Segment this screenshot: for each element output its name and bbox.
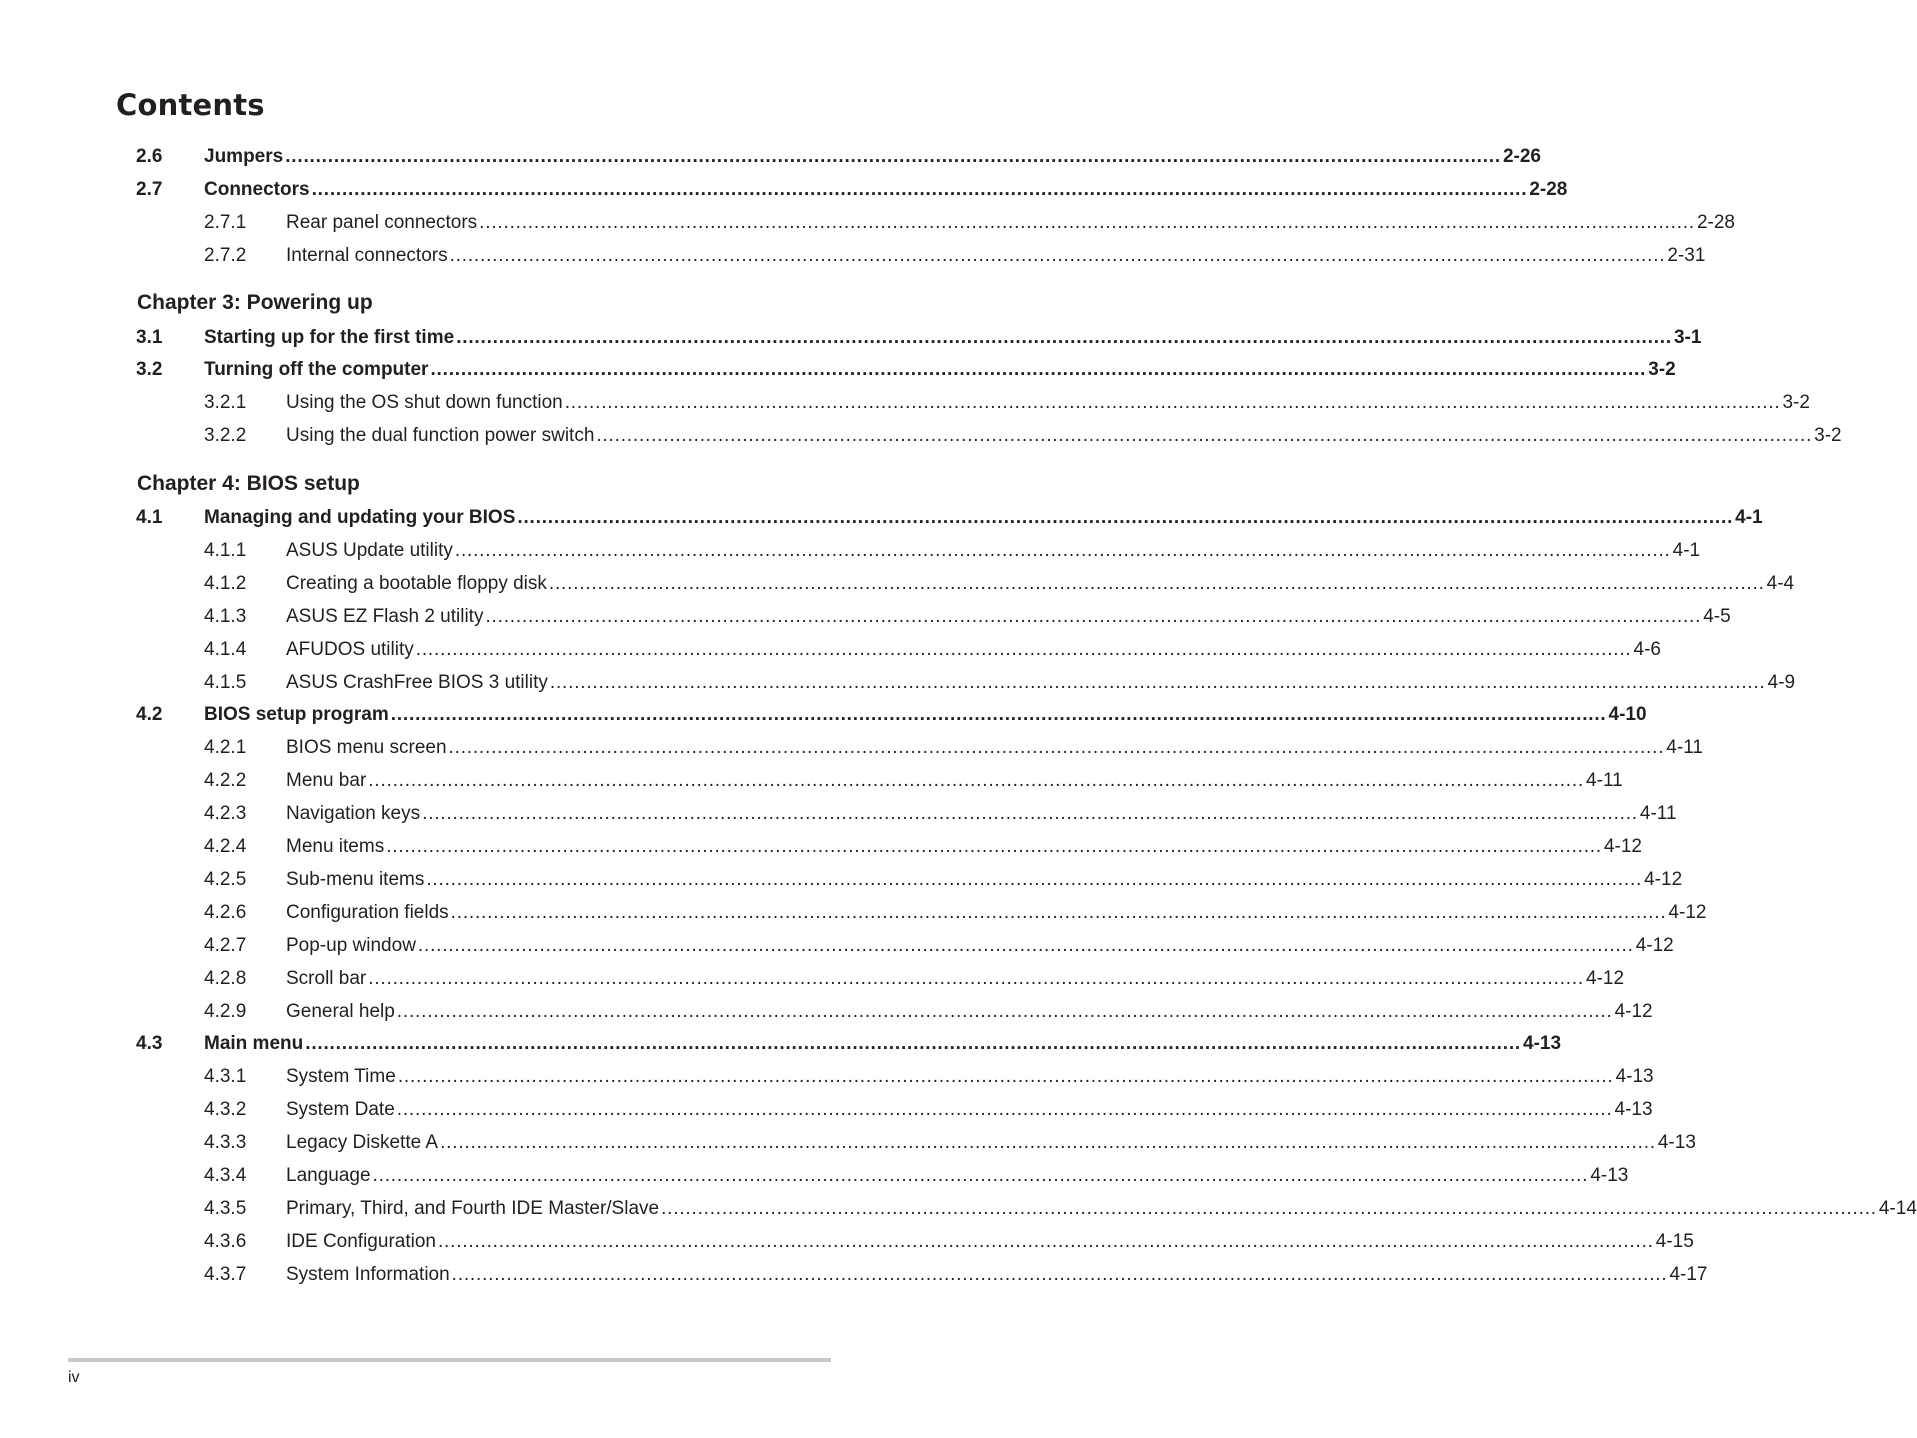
toc-subsection-entry[interactable] [0,898,1707,928]
toc-entry-title: Pop-up window [286,934,416,956]
toc-entry-page: 4-12 [1614,1000,1653,1022]
toc-entry-page: 4-1 [1672,539,1701,561]
toc-entry-line [286,799,1677,829]
toc-entry-page: 4-13 [1614,1099,1653,1121]
toc-entry-number: 3.2.2 [204,425,247,447]
toc-entry-page: 4-13 [1590,1165,1629,1186]
dot-leader: ........................................................................................................................................................................................................ [390,704,1607,726]
toc-entry-title: ASUS EZ Flash 2 utility [286,605,484,627]
toc-entry-line [286,832,1642,862]
toc-entry-page: 4-12 [1635,934,1674,956]
toc-entry-title: BIOS setup program [204,704,389,726]
toc-entry-number: 4.2 [136,704,163,726]
toc-entry-page: 3-1 [1673,326,1702,348]
toc-entry-line [286,208,1735,238]
toc-entry-page: 4-14 [1878,1197,1917,1219]
toc-entry-title: Connectors [204,178,310,200]
toc-subsection-entry[interactable] [0,569,1795,599]
toc-entry-title: IDE Configuration [286,1230,436,1252]
toc-entry-title: Configuration fields [286,901,449,923]
toc-entry-title: System Information [286,1263,450,1285]
toc-entry-title: System Date [286,1099,395,1121]
toc-entry-title: Navigation keys [286,803,421,825]
toc-entry-title: BIOS menu screen [286,737,447,759]
toc-entry-title: Creating a bootable floppy disk [286,572,547,594]
toc-entry-title: Using the OS shut down function [286,392,563,414]
toc-entry-page: 4-13 [1657,1132,1696,1154]
dot-leader: ........................................................................................................................................................................................................ [415,638,1632,660]
toc-entry-number: 4.2.5 [204,868,247,890]
toc-entry-number: 4.3 [136,1033,163,1055]
toc-entry-number: 4.2.2 [204,770,247,792]
toc-entry-line [286,1227,1694,1257]
toc-entry-number: 4.1.1 [204,539,247,561]
toc-entry-number: 4.3.3 [204,1132,247,1154]
toc-entry-number: 4.2.6 [204,901,247,923]
toc-entry-line [286,898,1707,928]
dot-leader: ........................................................................................................................................................................................................ [661,1197,1877,1219]
toc-subsection-entry[interactable] [0,635,1661,665]
toc-entry-number: 4.1.3 [204,605,247,627]
toc-entry-page: 4-13 [1523,1033,1562,1055]
toc-entry-line [286,766,1623,796]
toc-section-entry[interactable] [0,355,1676,385]
toc-entry-line [204,142,1541,172]
chapter-heading: Chapter 4: BIOS setup [137,471,360,495]
dot-leader: ........................................................................................................................................................................................................ [396,1099,1613,1121]
toc-entry-title: Jumpers [204,146,284,167]
toc-subsection-entry[interactable] [0,766,1623,796]
toc-entry-number: 2.7.1 [204,211,247,233]
toc-entry-line [286,569,1795,599]
toc-entry-page: 4-4 [1766,572,1795,594]
toc-entry-page: 3-2 [1782,392,1810,414]
toc-entry-number: 2.6 [136,146,163,167]
toc-entry-title: Menu bar [286,770,367,792]
toc-entry-number: 4.3.2 [204,1099,247,1121]
toc-entry-title: Rear panel connectors [286,211,478,233]
dot-leader: ........................................................................................................................................................................................................ [422,803,1638,825]
toc-subsection-entry[interactable] [0,421,1842,451]
dot-leader: ........................................................................................................................................................................................................ [449,244,1666,266]
dot-leader: ........................................................................................................................................................................................................ [564,392,1781,414]
toc-entry-line [286,388,1810,418]
toc-entry-title: Legacy Diskette A [286,1132,439,1154]
toc-subsection-entry[interactable] [0,388,1810,418]
toc-entry-page: 4-13 [1615,1066,1654,1088]
toc-entry-number: 2.7.2 [204,244,247,266]
toc-subsection-entry[interactable] [0,832,1642,862]
toc-entry-title: Primary, Third, and Fourth IDE Master/Slave [286,1197,660,1219]
toc-entry-number: 4.3.4 [204,1165,247,1186]
dot-leader: ........................................................................................................................................................................................................ [386,836,1602,857]
toc-entry-page: 3-2 [1648,359,1676,381]
toc-entry-line [286,241,1706,271]
toc-entry-title: Starting up for the first time [204,326,455,348]
toc-entry-page: 4-17 [1669,1263,1708,1285]
toc-subsection-entry[interactable] [0,1062,1654,1092]
toc-entry-title: Turning off the computer [204,359,429,381]
toc-subsection-entry[interactable] [0,602,1731,632]
toc-entry-title: AFUDOS utility [286,638,414,660]
page-title: Contents [116,88,265,122]
toc-entry-line [286,536,1701,566]
toc-entry-page: 4-15 [1655,1230,1694,1252]
dot-leader: ........................................................................................................................................................................................................ [517,507,1734,528]
dot-leader: ........................................................................................................................................................................................................ [448,737,1665,759]
toc-entry-page: 2-28 [1696,211,1735,233]
toc-entry-number: 4.1.5 [204,671,247,693]
toc-subsection-entry[interactable] [0,1227,1694,1257]
dot-leader: ........................................................................................................................................................................................................ [596,425,1813,447]
toc-entry-number: 3.2.1 [204,392,247,414]
page-number: iv [68,1369,80,1386]
toc-entry-title: Main menu [204,1033,304,1055]
toc-entry-line [286,635,1661,665]
toc-entry-line [286,997,1653,1027]
toc-entry-title: Internal connectors [286,244,448,266]
toc-subsection-entry[interactable] [0,1194,1917,1224]
toc-entry-line [204,1029,1562,1059]
toc-entry-title: Using the dual function power switch [286,425,595,447]
toc-entry-number: 2.7 [136,178,163,200]
toc-entry-title: ASUS Update utility [286,539,453,561]
toc-entry-line [286,1161,1629,1191]
dot-leader: ........................................................................................................................................................................................................ [305,1033,1521,1055]
toc-entry-line [286,602,1731,632]
toc-entry-title: ASUS CrashFree BIOS 3 utility [286,671,548,693]
toc-entry-title: Menu items [286,836,385,857]
toc-entry-line [286,931,1674,961]
toc-entry-page: 3-2 [1814,425,1842,447]
dot-leader: ........................................................................................................................................................................................................ [417,934,1634,956]
chapter-heading: Chapter 3: Powering up [137,291,373,315]
toc-entry-title: Sub-menu items [286,868,425,890]
toc-entry-number: 4.2.8 [204,967,247,989]
dot-leader: ........................................................................................................................................................................................................ [285,146,1501,167]
toc-section-entry[interactable] [0,323,1702,353]
toc-entry-title: Language [286,1165,371,1186]
dot-leader: ........................................................................................................................................................................................................ [430,359,1647,381]
toc-entry-title: Scroll bar [286,967,367,989]
toc-subsection-entry[interactable] [0,1128,1696,1158]
toc-entry-page: 2-26 [1502,146,1541,167]
toc-entry-page: 4-12 [1644,868,1683,890]
toc-entry-page: 4-12 [1586,967,1625,989]
toc-section-entry[interactable] [0,503,1763,533]
toc-entry-line [204,355,1676,385]
toc-entry-number: 4.2.3 [204,803,247,825]
toc-subsection-entry[interactable] [0,964,1625,994]
toc-entry-title: General help [286,1000,395,1022]
dot-leader: ........................................................................................................................................................................................................ [485,605,1702,627]
toc-entry-page: 4-6 [1633,638,1661,660]
toc-subsection-entry[interactable] [0,1260,1708,1290]
toc-entry-number: 4.3.6 [204,1230,247,1252]
toc-entry-number: 4.2.4 [204,836,247,857]
toc-entry-line [286,1128,1696,1158]
toc-section-entry[interactable] [0,700,1647,730]
toc-entry-number: 3.1 [136,326,163,348]
toc-entry-page: 4-12 [1603,836,1642,857]
toc-entry-number: 4.1.2 [204,572,247,594]
toc-entry-page: 4-11 [1639,803,1677,825]
toc-section-entry[interactable] [0,175,1568,205]
toc-entry-page: 4-5 [1703,605,1731,627]
toc-subsection-entry[interactable] [0,1095,1653,1125]
toc-entry-number: 4.1 [136,507,163,528]
dot-leader: ........................................................................................................................................................................................................ [396,1000,1613,1022]
toc-section-entry[interactable] [0,142,1541,172]
toc-entry-line [286,964,1625,994]
toc-entry-title: System Time [286,1066,396,1088]
toc-subsection-entry[interactable] [0,1161,1629,1191]
toc-entry-title: Managing and updating your BIOS [204,507,516,528]
toc-entry-line [286,668,1796,698]
toc-entry-line [204,323,1702,353]
toc-entry-number: 4.2.9 [204,1000,247,1022]
toc-subsection-entry[interactable] [0,241,1706,271]
footer-rule [68,1358,831,1362]
toc-entry-number: 4.2.1 [204,737,247,759]
toc-entry-line [286,1194,1917,1224]
dot-leader: ........................................................................................................................................................................................................ [311,178,1528,200]
toc-subsection-entry[interactable] [0,997,1653,1027]
toc-subsection-entry[interactable] [0,865,1683,895]
toc-entry-number: 4.2.7 [204,934,247,956]
dot-leader: ........................................................................................................................................................................................................ [368,967,1585,989]
toc-entry-line [204,503,1763,533]
dot-leader: ........................................................................................................................................................................................................ [368,770,1585,792]
toc-entry-page: 4-11 [1586,770,1623,792]
dot-leader: ........................................................................................................................................................................................................ [479,211,1695,233]
toc-subsection-entry[interactable] [0,208,1735,238]
toc-subsection-entry[interactable] [0,668,1796,698]
toc-entry-number: 3.2 [136,359,163,381]
toc-entry-page: 4-12 [1668,901,1707,923]
toc-entry-line [286,1260,1708,1290]
dot-leader: ........................................................................................................................................................................................................ [426,868,1643,890]
toc-entry-page: 2-31 [1667,244,1706,266]
dot-leader: ........................................................................................................................................................................................................ [450,901,1667,923]
dot-leader: ........................................................................................................................................................................................................ [437,1230,1654,1252]
toc-entry-line [286,865,1683,895]
toc-entry-page: 4-11 [1666,737,1703,759]
toc-subsection-entry[interactable] [0,931,1674,961]
toc-entry-line [286,421,1842,451]
toc-entry-page: 4-1 [1735,507,1763,528]
dot-leader: ........................................................................................................................................................................................................ [372,1165,1589,1186]
toc-entry-number: 4.3.7 [204,1263,247,1285]
toc-entry-line [286,733,1703,763]
toc-entry-line [204,700,1647,730]
dot-leader: ........................................................................................................................................................................................................ [456,326,1672,348]
dot-leader: ........................................................................................................................................................................................................ [440,1132,1656,1154]
dot-leader: ........................................................................................................................................................................................................ [549,671,1766,693]
toc-subsection-entry[interactable] [0,733,1703,763]
toc-entry-line [204,175,1568,205]
toc-subsection-entry[interactable] [0,799,1677,829]
dot-leader: ........................................................................................................................................................................................................ [451,1263,1668,1285]
toc-entry-page: 2-28 [1529,178,1568,200]
toc-entry-line [286,1095,1653,1125]
toc-entry-number: 4.1.4 [204,638,247,660]
dot-leader: ........................................................................................................................................................................................................ [548,572,1765,594]
toc-section-entry[interactable] [0,1029,1562,1059]
toc-entry-page: 4-10 [1608,704,1647,726]
toc-entry-page: 4-9 [1767,671,1796,693]
toc-subsection-entry[interactable] [0,536,1701,566]
toc-entry-number: 4.3.5 [204,1197,247,1219]
toc-entry-line [286,1062,1654,1092]
dot-leader: ........................................................................................................................................................................................................ [454,539,1671,561]
dot-leader: ........................................................................................................................................................................................................ [397,1066,1614,1088]
toc-entry-number: 4.3.1 [204,1066,247,1088]
